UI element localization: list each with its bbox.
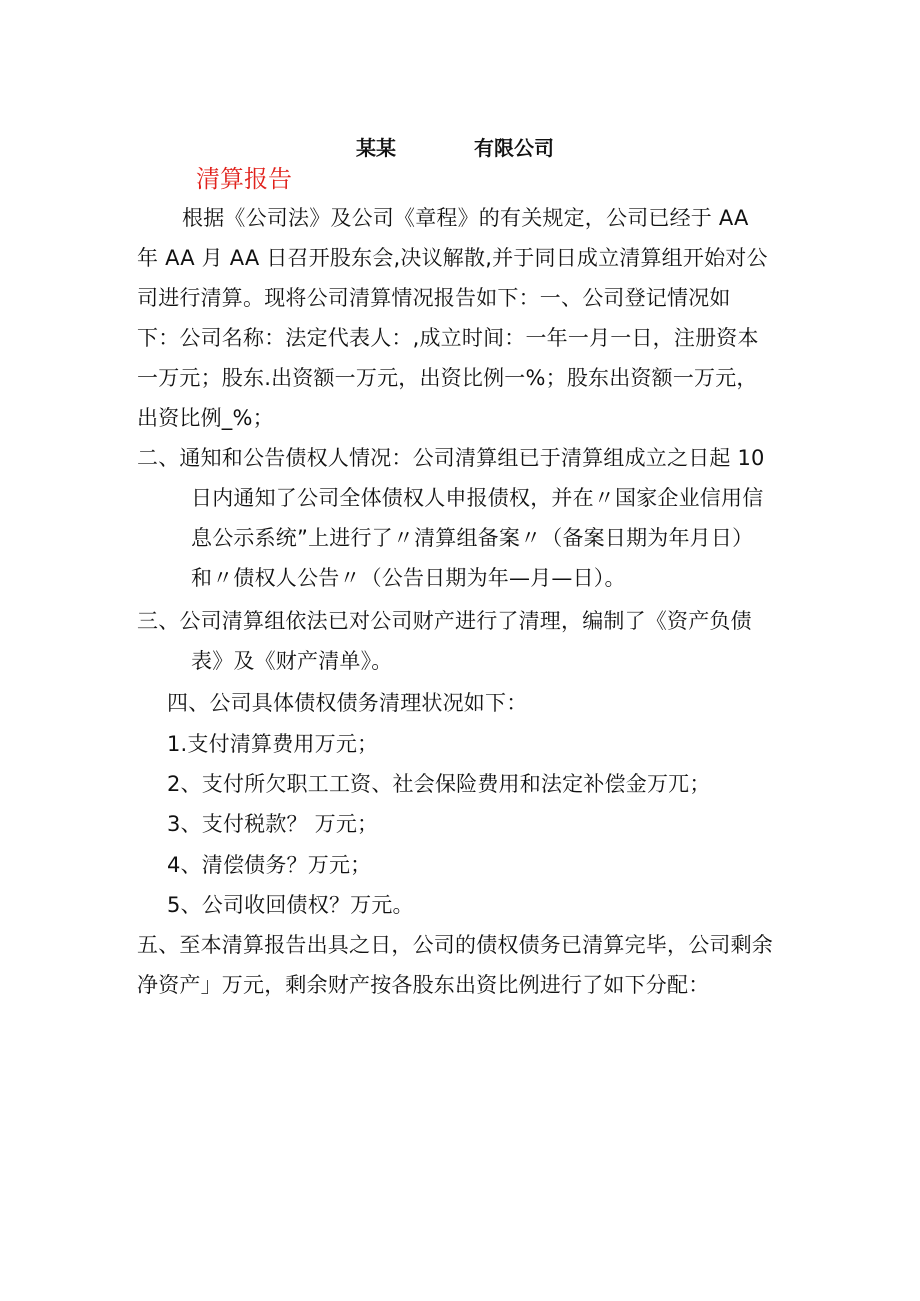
list-item: 5、公司收回债权？万元。	[167, 893, 414, 917]
paragraph-line: 出资比例_%；	[137, 406, 274, 430]
section-three-line: 三、公司清算组依法已对公司财产进行了清理，编制了《资产负债	[137, 609, 752, 633]
company-name-suffix: 有限公司	[474, 136, 554, 160]
section-two-line: 日内通知了公司全体债权人申报债权，并在〃国家企业信用信	[191, 486, 764, 510]
list-item: 4、清偿债务？万元；	[167, 853, 372, 877]
section-four-heading: 四、公司具体债权债务清理状况如下：	[167, 691, 528, 715]
list-item: 3、支付税款？ 万元；	[167, 812, 379, 836]
company-name-prefix: 某某	[356, 136, 396, 160]
section-three-line: 表》及《财产清单》。	[191, 649, 393, 673]
section-five-line: 五、至本清算报告出具之日，公司的债权债务已清算完毕，公司剩余	[137, 933, 773, 957]
paragraph-line: 一万元；股东.出资额一万元，出资比例一%；股东出资额一万元，	[137, 366, 758, 390]
report-subtitle: 清算报告	[196, 165, 292, 193]
section-two-line: 和〃债权人公告〃（公告日期为年—月—日）。	[191, 566, 626, 590]
paragraph-line: 下：公司名称：法定代表人：,成立时间：一年一月一日，注册资本	[137, 326, 759, 350]
section-two-line: 息公示系统”上进行了〃清算组备案〃（备案日期为年月日）	[191, 526, 754, 550]
section-five-line: 净资产」万元，剩余财产按各股东出资比例进行了如下分配：	[137, 973, 710, 997]
section-two-line: 二、通知和公告债权人情况：公司清算组已于清算组成立之日起 10	[137, 446, 765, 470]
paragraph-line: 司进行清算。现将公司清算情况报告如下：一、公司登记情况如	[137, 286, 731, 310]
list-item: 2、支付所欠职工工资、社会保险费用和法定补偿金万兀；	[167, 772, 711, 796]
list-item: 1.支付清算费用万元；	[167, 732, 379, 756]
paragraph-line: 根据《公司法》及公司《章程》的有关规定，公司已经于 AA	[182, 206, 749, 230]
paragraph-line: 年 AA 月 AA 日召开股东会,决议解散,并于同日成立清算组开始对公	[137, 246, 768, 270]
